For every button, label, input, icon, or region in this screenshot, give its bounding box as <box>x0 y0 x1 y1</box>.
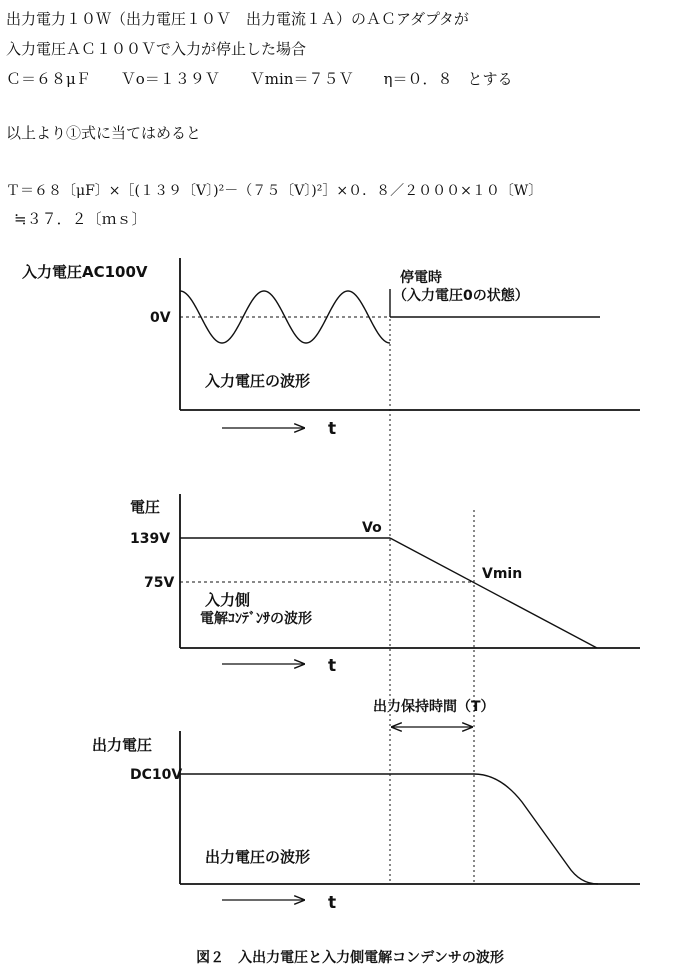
text-line-2: 入力電圧ＡＣ１００Ｖで入力が停止した場合 <box>6 40 307 58</box>
bottom-t-label: t <box>328 893 337 913</box>
vmin-label: Vmin <box>482 566 523 582</box>
text-line-5: Ｔ＝６８〔μF〕×［(１３９〔V〕)²－（７５〔V〕)²］×０．８／２０００×１０〔W〕 <box>6 183 543 199</box>
top-t-label: t <box>328 419 337 439</box>
vo-label: Vo <box>362 520 382 536</box>
text-line-3: Ｃ＝６８μＦ Ｖo＝１３９Ｖ Ｖmin＝７５Ｖ η＝０．８ とする <box>6 70 513 88</box>
dc10v-label: DC10V <box>130 767 183 783</box>
mid-t-label: t <box>328 656 337 676</box>
bottom-caption: 出力電圧の波形 <box>205 848 311 866</box>
outage-label-1: 停電時 <box>400 270 442 286</box>
mid-ylabel: 電圧 <box>130 498 161 516</box>
mid-139v-label: 139V <box>130 531 171 547</box>
mid-75v-label: 75V <box>144 575 175 591</box>
output-voltage-curve <box>180 774 598 884</box>
outage-label-2: （入力電圧0の状態） <box>393 288 529 304</box>
bottom-ylabel: 出力電圧 <box>92 736 153 754</box>
mid-caption-2: 電解ｺﾝﾃﾞﾝｻの波形 <box>200 611 312 627</box>
text-line-6: ≒３７．２〔ｍｓ〕 <box>14 210 147 228</box>
figure-caption: 図２ 入出力電圧と入力側電解コンデンサの波形 <box>196 950 504 966</box>
mid-caption-1: 入力側 <box>205 591 251 609</box>
top-zero-label: 0V <box>150 310 171 326</box>
text-line-1: 出力電力１０Ｗ（出力電圧１０Ｖ 出力電流１Ａ）のＡＣアダプタが <box>6 10 469 28</box>
cap-discharge-line <box>390 538 597 648</box>
hold-time-label: 出力保持時間（T） <box>373 699 495 715</box>
top-caption: 入力電圧の波形 <box>205 372 311 390</box>
text-line-4: 以上より①式に当てはめると <box>6 124 202 142</box>
top-ylabel: 入力電圧AC100V <box>22 263 148 281</box>
